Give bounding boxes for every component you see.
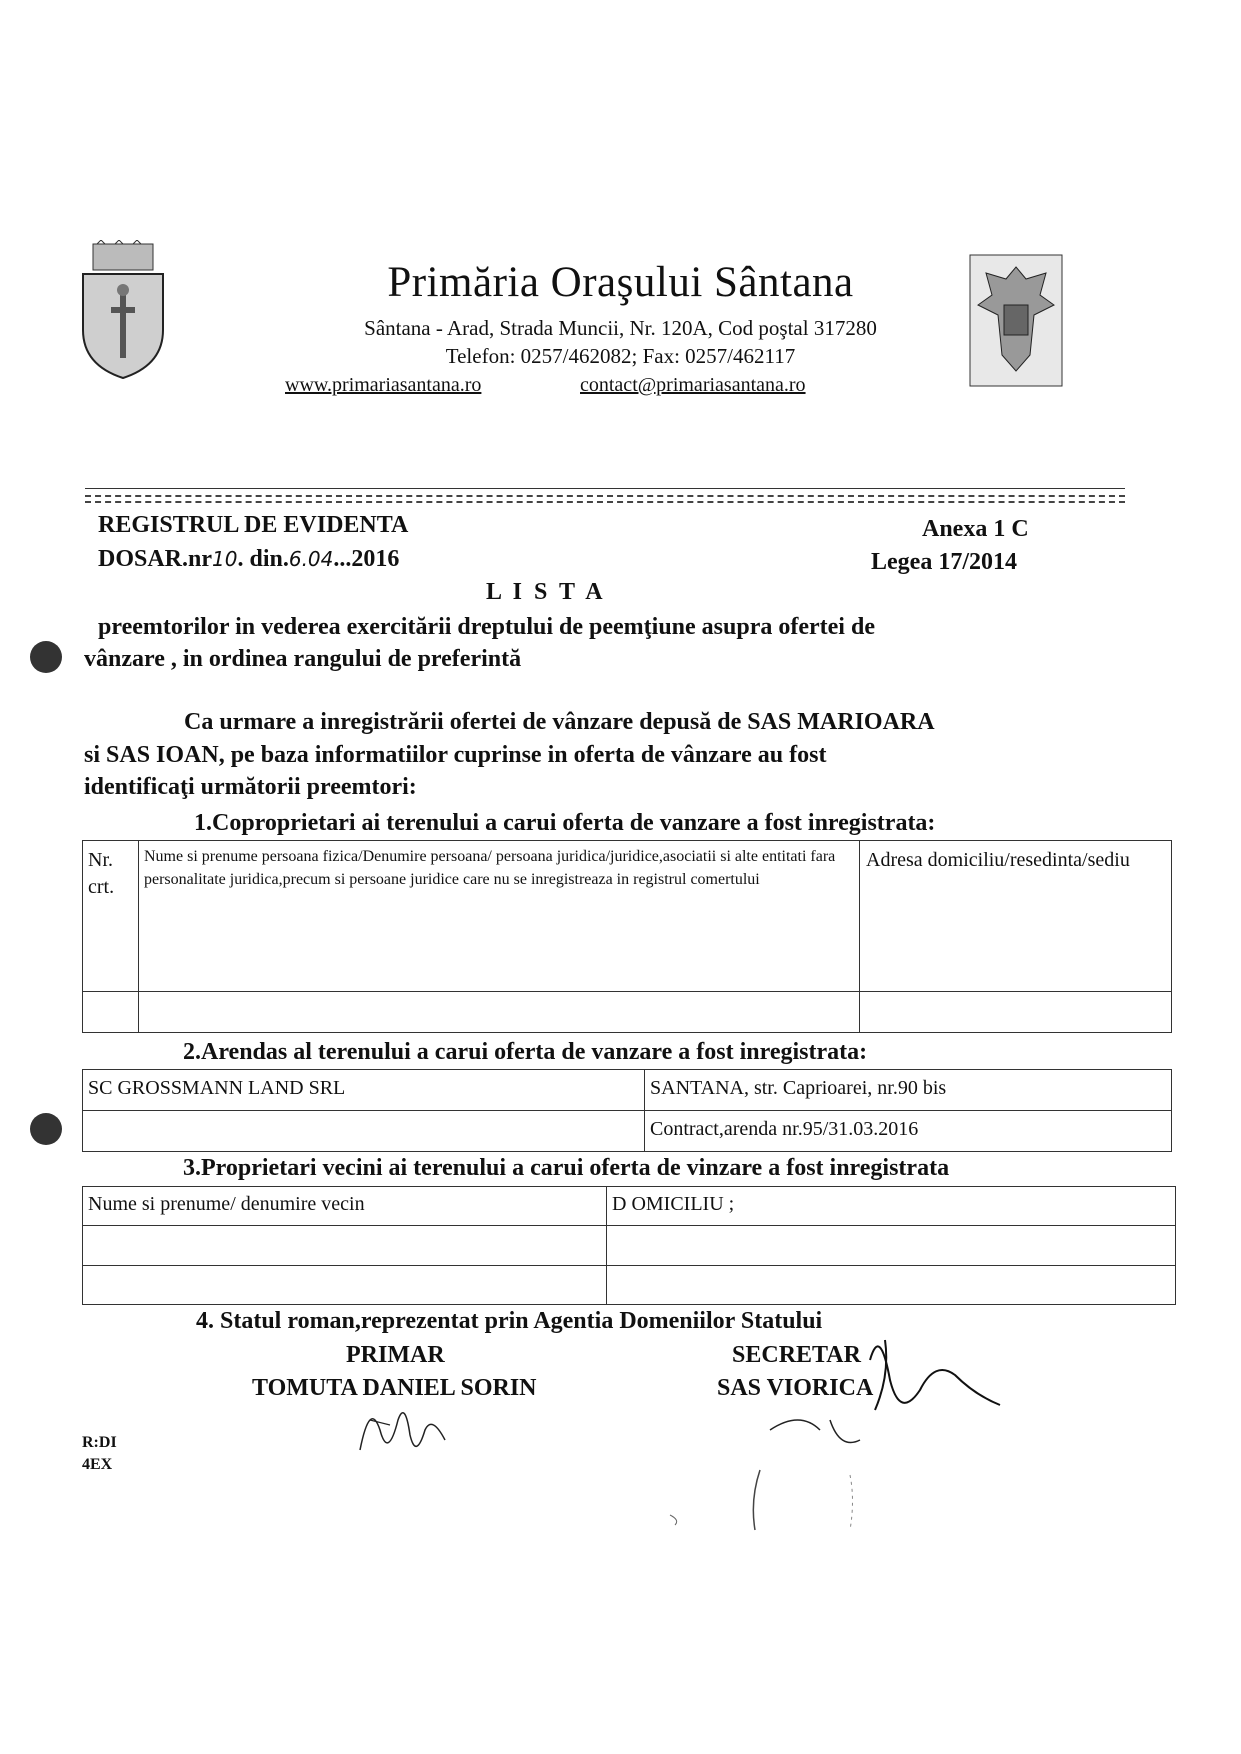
ref-code-1: R:DI (82, 1434, 117, 1451)
col-header-address: Adresa domiciliu/resedinta/sediu (866, 849, 1130, 871)
lease-contract: Contract,arenda nr.95/31.03.2016 (650, 1118, 919, 1140)
neighbor-address-header: D OMICILIU ; (612, 1193, 735, 1215)
subtitle-line-1: preemtorilor in vederea exercitării dreptului de peemţiune asupra ofertei de (98, 614, 875, 640)
header-separator (85, 488, 1125, 489)
mayor-signature-icon (350, 1390, 460, 1470)
mayor-name: TOMUTA DANIEL SORIN (252, 1375, 537, 1401)
secretary-signature-icon (760, 1320, 1040, 1450)
neighbor-name-header: Nume si prenume/ denumire vecin (88, 1193, 365, 1215)
stamp-trace-icon (650, 1460, 880, 1540)
header-separator-dashed (85, 495, 1125, 497)
website-link[interactable]: www.primariasantana.ro (285, 374, 482, 396)
col-header-name: Nume si prenume persoana fizica/Denumire persoana/ persoana juridica/juridice,asociatii si alte entitati fara personalitate juridica,precum si persoane juridice care nu se inregistreaza in registrul comertului (144, 848, 836, 888)
dosar-prefix: DOSAR.nr (98, 546, 213, 572)
document-title: L I S T A (486, 579, 606, 605)
email-link[interactable]: contact@primariasantana.ro (580, 374, 806, 396)
section-2-heading: 2.Arendas al terenului a carui oferta de vanzare a fost inregistrata: (183, 1039, 868, 1065)
neighbors-table (82, 1186, 1176, 1305)
dosar-year: ...2016 (333, 546, 400, 572)
tenant-address: SANTANA, str. Caprioarei, nr.90 bis (650, 1077, 947, 1099)
dosar-line (98, 546, 399, 573)
header-separator-dashed-2 (85, 501, 1125, 503)
section-3-heading: 3.Proprietari vecini ai terenului a carui oferta de vinzare a fost inregistrata (183, 1155, 950, 1181)
mayor-role: PRIMAR (346, 1342, 445, 1368)
section-4-state: 4. Statul roman,reprezentat prin Agentia Domeniilor Statului (196, 1308, 823, 1334)
lege-label: Legea 17/2014 (871, 549, 1017, 575)
address-line: Sântana - Arad, Strada Muncii, Nr. 120A, Cod poştal 317280 (364, 316, 877, 340)
hole-punch-mark (30, 1113, 62, 1145)
intro-line-1: Ca urmare a inregistrării ofertei de vânzare depusă de SAS MARIOARA (184, 709, 935, 735)
intro-line-3: identificaţi următorii preemtori: (84, 774, 417, 800)
hole-punch-mark (30, 641, 62, 673)
institution-title: Primăria Oraşului Sântana (387, 259, 854, 306)
din-date: 6.04 (288, 547, 334, 571)
section-1-heading: 1.Coproprietari ai terenului a carui oferta de vanzare a fost inregistrata: (194, 810, 936, 836)
subtitle-line-2: vânzare , in ordinea rangului de preferintă (84, 646, 522, 672)
phone-fax-line: Telefon: 0257/462082; Fax: 0257/462117 (445, 344, 796, 368)
intro-line-2: si SAS IOAN, pe baza informatiilor cuprinse in oferta de vânzare au fost (84, 742, 827, 768)
coowners-table (82, 840, 1172, 1034)
col-header-nr: Nr. crt. (88, 849, 115, 898)
secretary-name: SAS VIORICA (717, 1375, 874, 1401)
secretary-role: SECRETAR (732, 1342, 861, 1368)
tenant-table (82, 1069, 1172, 1153)
tenant-name: SC GROSSMANN LAND SRL (88, 1077, 346, 1099)
anexa-label: Anexa 1 C (922, 516, 1029, 542)
din-label: . din. (237, 546, 289, 572)
ref-code-2: 4EX (82, 1456, 113, 1473)
registry-label: REGISTRUL DE EVIDENTA (98, 512, 409, 538)
dosar-number: 10 (212, 547, 238, 571)
